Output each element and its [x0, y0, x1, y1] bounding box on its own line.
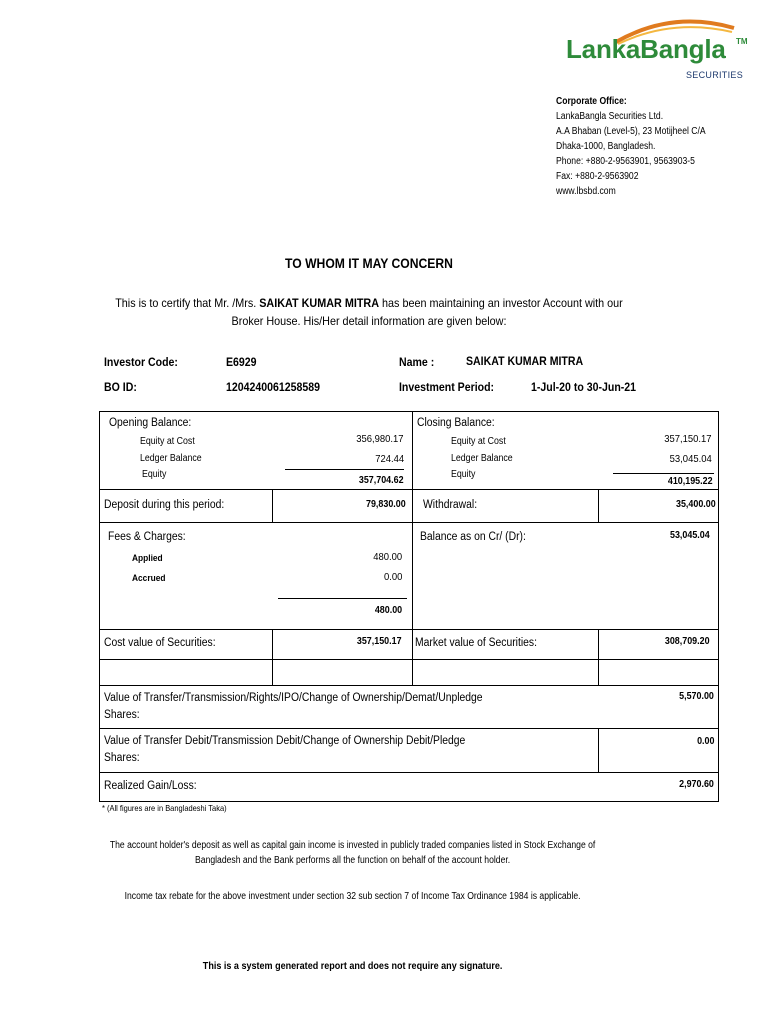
withdrawal-value: 35,400.00 — [676, 498, 716, 510]
office-line: LankaBangla Securities Ltd. — [556, 111, 664, 122]
cost-value-cell — [273, 630, 413, 660]
opening-balance-label: Opening Balance: — [109, 417, 192, 429]
opening-balance-cell — [100, 412, 413, 490]
certify-text: This is to certify that Mr. /Mrs. — [115, 296, 260, 310]
opening-equity-cost-label: Equity at Cost — [140, 436, 195, 447]
empty-cell — [100, 660, 273, 686]
office-line: A.A Bhaban (Level-5), 23 Motijheel C/A — [556, 126, 706, 137]
table-row — [100, 412, 719, 490]
investor-code-label: Investor Code: — [104, 355, 178, 369]
investment-period-value: 1-Jul-20 to 30-Jun-21 — [531, 380, 637, 394]
deposit-paragraph — [0, 838, 705, 868]
withdrawal-label-cell — [413, 490, 599, 523]
underline — [613, 473, 714, 474]
empty-cell — [413, 660, 599, 686]
table-row — [100, 773, 719, 802]
realized-label: Realized Gain/Loss: — [104, 780, 197, 792]
realized-value: 2,970.60 — [679, 778, 714, 790]
closing-equity-label: Equity — [451, 469, 476, 480]
investor-name-value: SAIKAT KUMAR MITRA — [466, 354, 584, 368]
underline — [285, 469, 404, 470]
office-website[interactable]: www.lbsbd.com — [556, 186, 616, 197]
market-value-cell — [599, 630, 719, 660]
table-row — [100, 490, 719, 523]
market-label-cell — [413, 630, 599, 660]
office-heading: Corporate Office: — [556, 96, 627, 107]
market-value-label: Market value of Securities: — [415, 637, 537, 649]
deposit-label: Deposit during this period: — [104, 499, 225, 511]
cost-label-cell — [100, 630, 273, 660]
table-row — [100, 686, 719, 729]
opening-ledger-value: 724.44 — [375, 453, 404, 465]
paragraph-line: Bangladesh and the Bank performs all the function on behalf of the account holder. — [195, 855, 511, 866]
fees-accrued-label: Accrued — [132, 573, 166, 584]
table-row — [100, 630, 719, 660]
certify-name: SAIKAT KUMAR MITRA — [259, 296, 380, 310]
transfer-label: Value of Transfer/Transmission/Rights/IPO/Change of Ownership/Demat/Unpledge — [104, 692, 483, 704]
corporate-office-address — [556, 94, 706, 199]
bo-id-value: 1204240061258589 — [226, 380, 320, 394]
opening-equity-value: 357,704.62 — [359, 474, 404, 486]
fees-label: Fees & Charges: — [108, 531, 186, 543]
table-row — [100, 523, 719, 630]
realized-value-cell — [599, 773, 719, 802]
closing-equity-cost-label: Equity at Cost — [451, 436, 506, 447]
closing-balance-label: Closing Balance: — [417, 417, 495, 429]
logo-subtitle: SECURITIES — [686, 70, 744, 80]
debit-label: Value of Transfer Debit/Transmission Debit/Change of Ownership Debit/Pledge — [104, 735, 466, 747]
tax-rebate-paragraph: Income tax rebate for the above investment under section 32 sub section 7 of Income Tax Ordinance 1984 is applicable. — [124, 891, 581, 902]
debit-value-cell — [599, 729, 719, 773]
opening-ledger-label: Ledger Balance — [140, 453, 202, 464]
certify-text: has been maintaining an investor Account with our — [379, 296, 623, 310]
investor-code-value: E6929 — [226, 355, 257, 369]
realized-label-cell — [100, 773, 599, 802]
fees-total-value: 480.00 — [374, 604, 402, 616]
balance-cell — [413, 523, 719, 630]
closing-ledger-value: 53,045.04 — [669, 453, 712, 465]
certification-paragraph — [0, 294, 738, 330]
statement-table — [99, 411, 719, 802]
closing-equity-value: 410,195.22 — [668, 475, 713, 487]
balance-value: 53,045.04 — [670, 529, 710, 541]
system-generated-note: This is a system generated report and does not require any signature. — [202, 960, 503, 972]
opening-equity-label: Equity — [142, 469, 167, 480]
debit-label-shares: Shares: — [104, 752, 140, 764]
underline — [278, 598, 407, 599]
table-row — [100, 660, 719, 686]
paragraph-line: The account holder's deposit as well as capital gain income is invested in publicly traded companies listed in Stock Exchange of — [109, 840, 596, 851]
logo-name: LankaBangla — [566, 34, 726, 64]
office-phone: Phone: +880-2-9563901, 9563903-5 — [556, 156, 695, 167]
withdrawal-value-cell — [599, 490, 719, 523]
withdrawal-label: Withdrawal: — [423, 499, 478, 511]
empty-cell — [599, 660, 719, 686]
transfer-value-cell — [599, 686, 719, 729]
closing-ledger-label: Ledger Balance — [451, 453, 513, 464]
table-row — [100, 729, 719, 773]
name-label: Name : — [399, 355, 435, 369]
empty-cell — [273, 660, 413, 686]
logo-trademark: TM — [736, 37, 748, 46]
market-value: 308,709.20 — [665, 635, 710, 647]
opening-equity-cost-value: 356,980.17 — [356, 433, 404, 445]
transfer-value: 5,570.00 — [679, 690, 714, 702]
cost-value-label: Cost value of Securities: — [104, 637, 216, 649]
deposit-value: 79,830.00 — [366, 498, 406, 510]
deposit-value-cell — [273, 490, 413, 523]
investment-period-label: Investment Period: — [399, 380, 495, 394]
deposit-label-cell — [100, 490, 273, 523]
fees-cell — [100, 523, 413, 630]
office-fax: Fax: +880-2-9563902 — [556, 171, 639, 182]
closing-balance-cell — [413, 412, 719, 490]
closing-equity-cost-value: 357,150.17 — [664, 433, 712, 445]
debit-label-cell — [100, 729, 599, 773]
currency-note: * (All figures are in Bangladeshi Taka) — [102, 803, 227, 813]
fees-applied-label: Applied — [132, 553, 163, 564]
fees-applied-value: 480.00 — [373, 551, 402, 563]
office-line: Dhaka-1000, Bangladesh. — [556, 141, 656, 152]
document-title: TO WHOM IT MAY CONCERN — [285, 256, 453, 271]
fees-accrued-value: 0.00 — [383, 571, 402, 583]
certify-text: Broker House. His/Her detail information are given below: — [231, 314, 507, 328]
transfer-label-shares: Shares: — [104, 709, 140, 721]
transfer-label-cell — [100, 686, 599, 729]
bo-id-label: BO ID: — [104, 380, 137, 394]
cost-value: 357,150.17 — [357, 635, 402, 647]
balance-label: Balance as on Cr/ (Dr): — [420, 531, 526, 543]
debit-value: 0.00 — [696, 735, 714, 747]
